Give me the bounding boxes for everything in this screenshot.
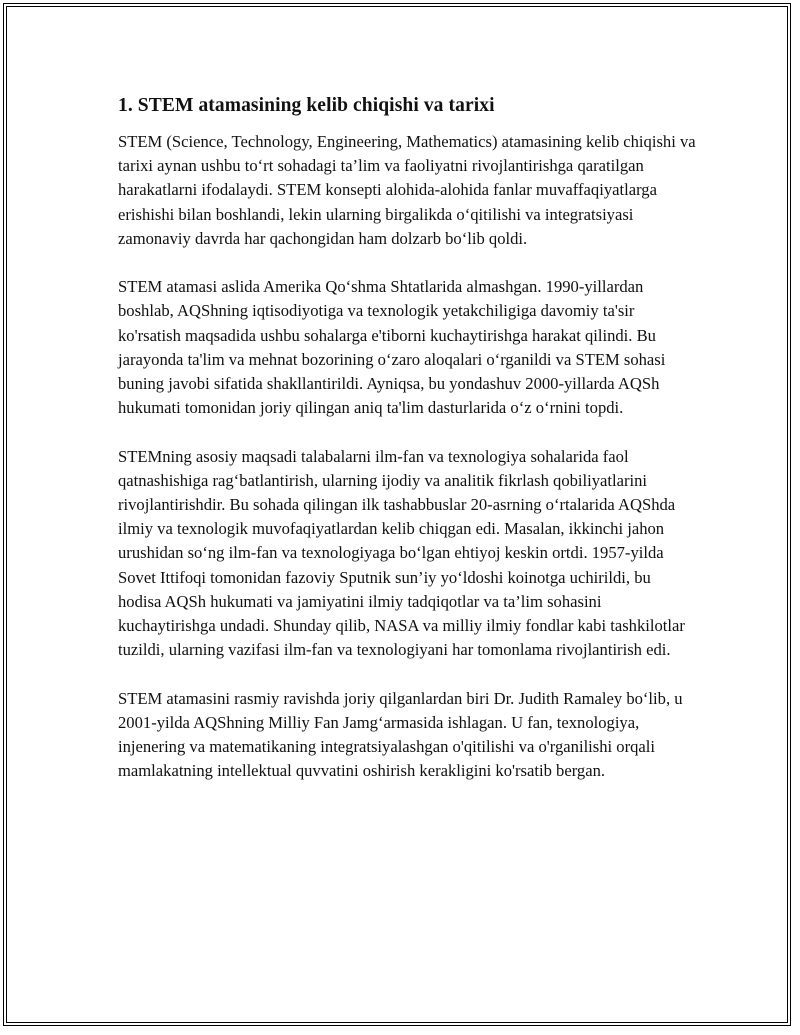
paragraph-stem-usa: STEM atamasi aslida Amerika Qo‘shma Shtatlarida almashgan. 1990-yillardan boshlab, AQShning iqtisodiyotiga va texnologik yetakchiligiga davomiy ta'sir ko'rsatish maqsadida ushbu sohalarga e'tiborni kuchaytirishga harakat qilindi. Bu jarayonda ta'lim va mehnat bozorining o‘zaro aloqalari o‘rganildi va STEM sohasi buning javobi sifatida shakllantirildi. Ayniqsa, bu yondashuv 2000-yillarda AQSh hukumati tomonidan joriy qilingan aniq ta'lim dasturlarida o‘z o‘rnini topdi. xyxy=(118,277,666,418)
paragraph-stem-goal: STEMning asosiy maqsadi talabalarni ilm-fan va texnologiya sohalarida faol qatnashishiga rag‘batlantirish, ularning ijodiy va analitik fikrlash qobiliyatlarini rivojlantirishdir. Bu sohada qilingan ilk tashabbuslar 20-asrning o‘rtalarida AQShda ilmiy va texnologik muvofaqiyatlardan kelib chiqgan edi. Masalan, ikkinchi jahon urushidan so‘ng ilm-fan va texnologiyaga bo‘lgan ehtiyoj keskin ortdi. 1957-yilda Sovet Ittifoqi tomonidan fazoviy Sputnik sun’iy yo‘ldoshi koinotga uchirildi, bu hodisa AQSh hukumati va jamiyatini ilmiy tadqiqotlar va ta’lim sohasini kuchaytirishga undadi. Shunday qilib, NASA va milliy ilmiy fondlar kabi tashkilotlar tuzildi, ularning vazifasi ilm-fan va texnologiyani har tomonlama rivojlantirish edi. xyxy=(118,446,685,660)
document-body xyxy=(118,93,698,808)
section-heading: 1. STEM atamasining kelib chiqishi va tarixi xyxy=(118,95,495,116)
paragraph-stem-ramaley: STEM atamasini rasmiy ravishda joriy qilganlardan biri Dr. Judith Ramaley bo‘lib, u 2001-yilda AQShning Milliy Fan Jamg‘armasida ishlagan. U fan, texnologiya, injenering va matematikaning integratsiyalashgan o'qitilishi va o'rganilishi orqali mamlakatning intellektual quvvatini oshirish kerakligini ko'rsatib bergan. xyxy=(118,688,683,781)
paragraph-stem-origin: STEM (Science, Technology, Engineering, Mathematics) atamasining kelib chiqishi va tarixi aynan ushbu to‘rt sohadagi ta’lim va faoliyatni rivojlantirishga qaratilgan harakatlarni ifodalaydi. STEM konsepti alohida-alohida fanlar muvaffaqiyatlarga erishishi bilan boshlandi, lekin ularning birgalikda o‘qitilishi va integratsiyasi zamonaviy davrda har qachongidan ham dolzarb bo‘lib qoldi. xyxy=(118,132,696,248)
